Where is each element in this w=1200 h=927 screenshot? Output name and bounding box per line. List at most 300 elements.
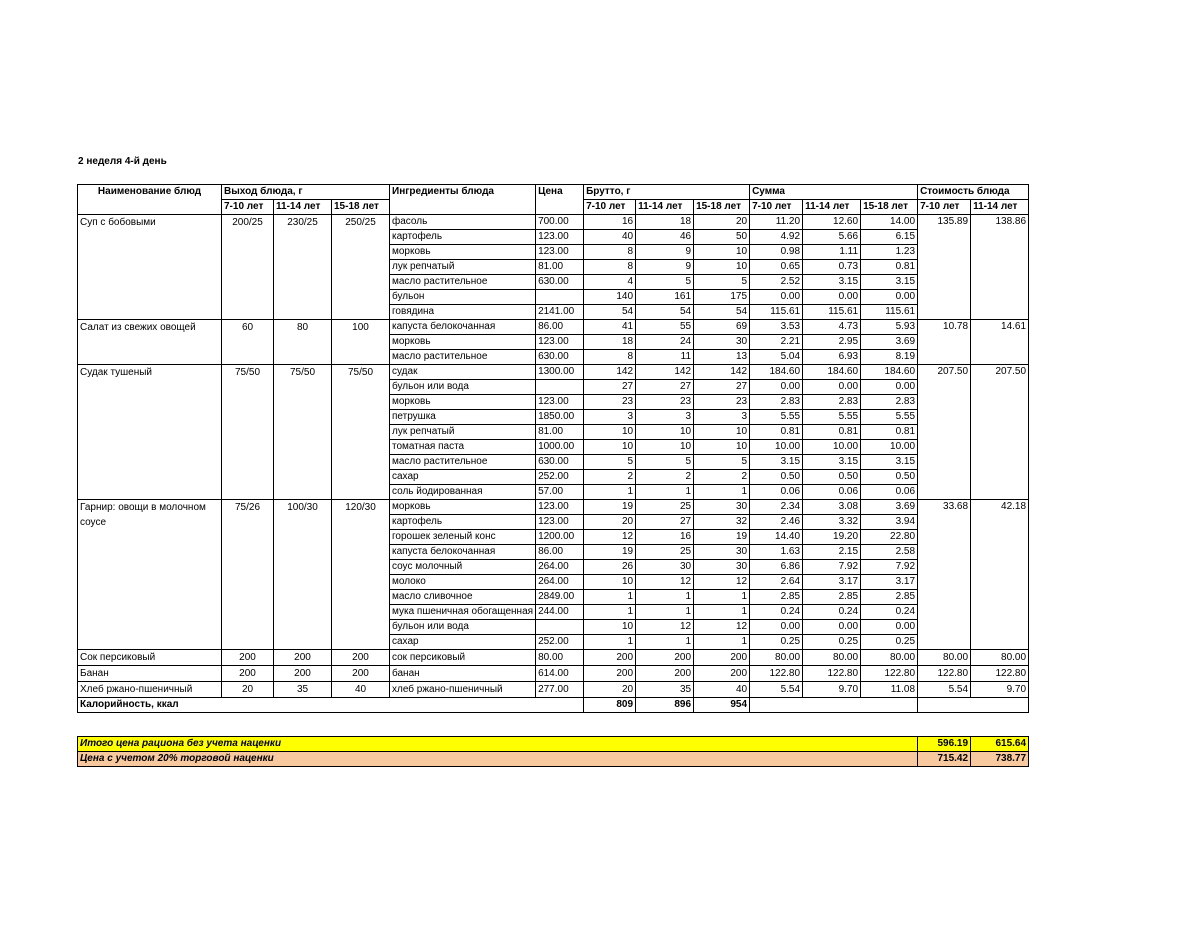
page-title: 2 неделя 4-й день [78,156,167,167]
ingredient-name: капуста белокочанная [390,320,536,335]
dish-name: Суп с бобовыми [78,215,222,320]
ingredient-price: 81.00 [536,425,584,440]
ingredient-price: 630.00 [536,350,584,365]
ingredient-name: масло растительное [390,350,536,365]
ingredient-price: 80.00 [536,650,584,666]
ingredient-sum: 0.50 [750,470,803,485]
ingredient-sum: 2.83 [750,395,803,410]
ingredient-name: морковь [390,500,536,515]
ingredient-sum: 0.65 [750,260,803,275]
dish-yield: 80 [274,320,332,365]
total-without-markup-row [78,737,1029,752]
header-gross: Брутто, г [584,185,750,200]
table-row [78,365,1029,380]
ingredient-price: 57.00 [536,485,584,500]
ingredient-name: хлеб ржано-пшеничный [390,682,536,698]
dish-name: Гарнир: овощи в молочном соусе [78,500,222,650]
ingredient-gross: 13 [694,350,750,365]
dish-name: Салат из свежих овощей [78,320,222,365]
table-row [78,320,1029,335]
ingredient-sum: 5.93 [861,320,918,335]
ingredient-gross: 10 [636,425,694,440]
ingredient-gross: 30 [694,560,750,575]
ingredient-gross: 142 [636,365,694,380]
ingredient-gross: 1 [694,590,750,605]
dish-cost: 80.00 [971,650,1029,666]
ingredient-sum: 115.61 [750,305,803,320]
ingredient-sum: 12.60 [803,215,861,230]
ingredient-sum: 80.00 [750,650,803,666]
ingredient-sum: 1.23 [861,245,918,260]
ingredient-gross: 200 [694,650,750,666]
ingredient-sum: 0.24 [750,605,803,620]
dish-yield: 200 [222,650,274,666]
ingredient-name: бульон [390,290,536,305]
ingredient-name: лук репчатый [390,425,536,440]
ingredient-gross: 5 [636,455,694,470]
total-value: 596.19 [918,737,971,752]
ingredient-sum: 2.52 [750,275,803,290]
ingredient-sum: 0.00 [750,380,803,395]
dish-cost: 14.61 [971,320,1029,335]
ingredient-gross: 10 [694,260,750,275]
header-cost-age1: 7-10 лет [918,200,971,215]
ingredient-gross: 11 [636,350,694,365]
ingredient-sum: 0.81 [803,425,861,440]
ingredient-price: 123.00 [536,245,584,260]
ingredient-gross: 4 [584,275,636,290]
ingredient-gross: 2 [584,470,636,485]
dish-yield: 20 [222,682,274,698]
ingredient-price [536,620,584,635]
ingredient-gross: 30 [694,335,750,350]
ingredient-sum: 22.80 [861,530,918,545]
calories-value: 809 [584,698,636,713]
ingredient-gross: 27 [694,380,750,395]
ingredient-sum: 0.50 [803,470,861,485]
ingredient-gross: 23 [694,395,750,410]
ingredient-sum: 1.11 [803,245,861,260]
ingredient-gross: 8 [584,350,636,365]
ingredient-gross: 140 [584,290,636,305]
ingredient-sum: 3.15 [750,455,803,470]
ingredient-gross: 19 [694,530,750,545]
ingredient-gross: 8 [584,260,636,275]
ingredient-sum: 3.69 [861,500,918,515]
ingredient-price: 1850.00 [536,410,584,425]
dish-yield: 200 [274,650,332,666]
ingredient-price [536,380,584,395]
dish-yield: 75/26 [222,500,274,650]
ingredient-sum: 2.85 [861,590,918,605]
ingredient-sum: 0.81 [750,425,803,440]
ingredient-sum: 5.66 [803,230,861,245]
ingredient-gross: 1 [636,605,694,620]
ingredient-gross: 2 [694,470,750,485]
total-value: 738.77 [971,752,1029,767]
dish-yield: 200 [274,666,332,682]
ingredient-price: 123.00 [536,335,584,350]
ingredient-sum: 0.00 [803,380,861,395]
ingredient-sum: 0.06 [750,485,803,500]
ingredient-gross: 10 [694,425,750,440]
ingredient-sum: 0.00 [861,620,918,635]
ingredient-sum: 3.15 [803,455,861,470]
ingredient-gross: 5 [584,455,636,470]
ingredient-price: 123.00 [536,230,584,245]
ingredient-price: 123.00 [536,395,584,410]
ingredient-sum: 2.95 [803,335,861,350]
ingredient-sum: 0.73 [803,260,861,275]
ingredient-gross: 200 [694,666,750,682]
ingredient-name: масло растительное [390,455,536,470]
ingredient-gross: 200 [584,650,636,666]
table-row [78,682,1029,698]
ingredient-name: соль йодированная [390,485,536,500]
ingredient-sum: 11.08 [861,682,918,698]
ingredient-gross: 24 [636,335,694,350]
ingredient-sum: 0.24 [861,605,918,620]
ingredient-price: 244.00 [536,605,584,620]
ingredient-gross: 1 [636,485,694,500]
ingredient-sum: 0.25 [803,635,861,650]
ingredient-gross: 54 [694,305,750,320]
ingredient-gross: 23 [584,395,636,410]
ingredient-price: 81.00 [536,260,584,275]
header-yield-age2: 11-14 лет [274,200,332,215]
ingredient-sum: 11.20 [750,215,803,230]
ingredient-gross: 12 [694,575,750,590]
ingredient-price: 2141.00 [536,305,584,320]
ingredient-sum: 115.61 [861,305,918,320]
ingredient-price: 277.00 [536,682,584,698]
header-ingredients: Ингредиенты блюда [390,185,536,200]
ingredient-gross: 8 [584,245,636,260]
ingredient-gross: 19 [584,545,636,560]
dish-cost: 33.68 [918,500,971,515]
dish-yield: 75/50 [332,365,390,500]
ingredient-sum: 2.85 [750,590,803,605]
header-yield-age1: 7-10 лет [222,200,274,215]
ingredient-sum: 3.17 [803,575,861,590]
header-sum-age2: 11-14 лет [803,200,861,215]
ingredient-gross: 5 [694,275,750,290]
dish-yield: 120/30 [332,500,390,650]
calories-row [78,698,1029,713]
ingredient-sum: 80.00 [861,650,918,666]
ingredient-sum: 0.00 [750,290,803,305]
ingredient-name: морковь [390,395,536,410]
header-sum-age3: 15-18 лет [861,200,918,215]
ingredient-price: 123.00 [536,515,584,530]
ingredient-gross: 10 [584,425,636,440]
table-row [78,650,1029,666]
ingredient-gross: 54 [636,305,694,320]
ingredient-sum: 5.04 [750,350,803,365]
ingredient-gross: 142 [694,365,750,380]
header-sum-age1: 7-10 лет [750,200,803,215]
ingredient-name: картофель [390,230,536,245]
ingredient-gross: 1 [584,590,636,605]
ingredient-price: 86.00 [536,545,584,560]
ingredient-price: 630.00 [536,455,584,470]
dish-yield: 200 [332,650,390,666]
dish-cost: 9.70 [971,682,1029,698]
header-sum: Сумма [750,185,918,200]
ingredient-sum: 0.00 [861,380,918,395]
total-label: Итого цена рациона без учета наценки [78,737,918,752]
ingredient-sum: 4.73 [803,320,861,335]
table-row [78,666,1029,682]
ingredient-sum: 8.19 [861,350,918,365]
ingredient-sum: 122.80 [861,666,918,682]
ingredient-price: 700.00 [536,215,584,230]
dish-yield: 200/25 [222,215,274,320]
ingredient-sum: 115.61 [803,305,861,320]
ingredient-price: 123.00 [536,500,584,515]
ingredient-gross: 9 [636,245,694,260]
ingredient-sum: 0.06 [861,485,918,500]
ingredient-sum: 2.58 [861,545,918,560]
ingredient-sum: 3.15 [861,275,918,290]
ingredient-sum: 7.92 [803,560,861,575]
calories-value: 954 [694,698,750,713]
ingredient-gross: 18 [636,215,694,230]
ingredient-gross: 35 [636,682,694,698]
dish-cost: 207.50 [918,365,971,380]
ingredient-gross: 10 [584,440,636,455]
ingredient-price: 252.00 [536,470,584,485]
ingredient-gross: 30 [694,545,750,560]
ingredient-name: петрушка [390,410,536,425]
ingredient-sum: 5.55 [750,410,803,425]
dish-yield: 250/25 [332,215,390,320]
ingredient-gross: 27 [636,380,694,395]
ingredient-gross: 30 [636,560,694,575]
dish-yield: 230/25 [274,215,332,320]
ingredient-name: сахар [390,635,536,650]
ingredient-price: 264.00 [536,575,584,590]
header-yield: Выход блюда, г [222,185,390,200]
ingredient-sum: 122.80 [750,666,803,682]
header-price: Цена [536,185,584,200]
ingredient-gross: 46 [636,230,694,245]
ingredient-sum: 3.69 [861,335,918,350]
ingredient-name: бульон или вода [390,380,536,395]
dish-cost: 42.18 [971,500,1029,515]
dish-yield: 100/30 [274,500,332,650]
ingredient-sum: 9.70 [803,682,861,698]
dish-yield: 200 [222,666,274,682]
ingredient-name: горошек зеленый конс [390,530,536,545]
dish-cost: 122.80 [918,666,971,682]
dish-name: Банан [78,666,222,682]
ingredient-sum: 0.00 [861,290,918,305]
dish-yield: 75/50 [274,365,332,500]
ingredient-name: сок персиковый [390,650,536,666]
ingredient-sum: 2.21 [750,335,803,350]
ingredient-gross: 1 [694,635,750,650]
ingredient-gross: 50 [694,230,750,245]
ingredient-sum: 0.06 [803,485,861,500]
ingredient-sum: 184.60 [750,365,803,380]
ingredient-gross: 10 [584,575,636,590]
ingredient-sum: 1.63 [750,545,803,560]
ingredient-gross: 25 [636,500,694,515]
dish-cost: 80.00 [918,650,971,666]
dish-yield: 60 [222,320,274,365]
dish-cost: 10.78 [918,320,971,335]
ingredient-price: 1300.00 [536,365,584,380]
ingredient-gross: 54 [584,305,636,320]
ingredient-gross: 1 [694,605,750,620]
ingredient-sum: 184.60 [803,365,861,380]
ingredient-gross: 1 [636,635,694,650]
ingredient-gross: 10 [636,440,694,455]
ingredient-sum: 80.00 [803,650,861,666]
ingredient-gross: 142 [584,365,636,380]
header-dish-name: Наименование блюд [78,185,222,200]
ingredient-gross: 1 [584,605,636,620]
ingredient-sum: 2.83 [803,395,861,410]
dish-yield: 35 [274,682,332,698]
ingredient-name: бульон или вода [390,620,536,635]
ingredient-name: банан [390,666,536,682]
ingredient-name: морковь [390,245,536,260]
ingredient-sum: 3.15 [861,455,918,470]
ingredient-name: томатная паста [390,440,536,455]
ingredient-sum: 10.00 [861,440,918,455]
total-value: 615.64 [971,737,1029,752]
dish-yield: 200 [332,666,390,682]
ingredient-sum: 3.53 [750,320,803,335]
ingredient-sum: 6.86 [750,560,803,575]
header-row-2 [78,200,1029,215]
ingredient-gross: 1 [636,590,694,605]
ingredient-sum: 10.00 [750,440,803,455]
ingredient-gross: 16 [636,530,694,545]
ingredient-sum: 6.93 [803,350,861,365]
header-yield-age3: 15-18 лет [332,200,390,215]
dish-cost: 207.50 [971,365,1029,380]
ingredient-sum: 0.25 [861,635,918,650]
ingredient-price: 1000.00 [536,440,584,455]
header-gross-age1: 7-10 лет [584,200,636,215]
ingredient-sum: 5.54 [750,682,803,698]
ingredient-gross: 9 [636,260,694,275]
ingredient-price: 2849.00 [536,590,584,605]
ingredient-sum: 5.55 [861,410,918,425]
ingredient-gross: 27 [584,380,636,395]
ingredient-sum: 2.64 [750,575,803,590]
ingredient-gross: 175 [694,290,750,305]
ingredient-gross: 200 [584,666,636,682]
ingredient-gross: 12 [636,575,694,590]
ingredient-gross: 3 [636,410,694,425]
ingredient-gross: 20 [694,215,750,230]
dish-yield: 100 [332,320,390,365]
ingredient-name: масло растительное [390,275,536,290]
ingredient-sum: 0.50 [861,470,918,485]
dish-yield: 40 [332,682,390,698]
ingredient-gross: 20 [584,682,636,698]
ingredient-gross: 3 [584,410,636,425]
ingredient-name: судак [390,365,536,380]
ingredient-sum: 0.00 [750,620,803,635]
dish-yield: 75/50 [222,365,274,500]
total-with-markup-row [78,752,1029,767]
ingredient-gross: 40 [584,230,636,245]
ingredient-sum: 3.15 [803,275,861,290]
ingredient-gross: 1 [584,635,636,650]
ingredient-gross: 1 [694,485,750,500]
dish-name: Сок персиковый [78,650,222,666]
ingredient-gross: 69 [694,320,750,335]
ingredient-sum: 2.85 [803,590,861,605]
ingredient-gross: 19 [584,500,636,515]
dish-name: Судак тушеный [78,365,222,500]
ingredient-sum: 4.92 [750,230,803,245]
menu-cost-table [77,184,1029,767]
ingredient-sum: 14.40 [750,530,803,545]
ingredient-sum: 3.17 [861,575,918,590]
calories-value: 896 [636,698,694,713]
ingredient-price: 264.00 [536,560,584,575]
ingredient-sum: 5.55 [803,410,861,425]
ingredient-gross: 32 [694,515,750,530]
ingredient-gross: 16 [584,215,636,230]
ingredient-gross: 40 [694,682,750,698]
ingredient-gross: 20 [584,515,636,530]
total-label: Цена с учетом 20% торговой наценки [78,752,918,767]
ingredient-name: лук репчатый [390,260,536,275]
ingredient-gross: 30 [694,500,750,515]
ingredient-gross: 2 [636,470,694,485]
ingredient-sum: 122.80 [803,666,861,682]
ingredient-gross: 10 [584,620,636,635]
ingredient-gross: 161 [636,290,694,305]
header-row-1 [78,185,1029,200]
ingredient-gross: 10 [694,440,750,455]
ingredient-sum: 2.46 [750,515,803,530]
ingredient-name: соус молочный [390,560,536,575]
ingredient-gross: 41 [584,320,636,335]
header-cost-age2: 11-14 лет [971,200,1029,215]
ingredient-name: сахар [390,470,536,485]
ingredient-name: говядина [390,305,536,320]
ingredient-sum: 2.34 [750,500,803,515]
ingredient-sum: 2.83 [861,395,918,410]
ingredient-gross: 200 [636,650,694,666]
ingredient-sum: 14.00 [861,215,918,230]
ingredient-name: капуста белокочанная [390,545,536,560]
header-gross-age2: 11-14 лет [636,200,694,215]
ingredient-sum: 7.92 [861,560,918,575]
ingredient-price: 252.00 [536,635,584,650]
calories-label: Калорийность, ккал [78,698,584,713]
ingredient-gross: 200 [636,666,694,682]
ingredient-gross: 10 [694,245,750,260]
ingredient-name: морковь [390,335,536,350]
ingredient-gross: 5 [636,275,694,290]
ingredient-gross: 5 [694,455,750,470]
ingredient-sum: 3.08 [803,500,861,515]
total-value: 715.42 [918,752,971,767]
ingredient-price: 1200.00 [536,530,584,545]
ingredient-sum: 10.00 [803,440,861,455]
ingredient-gross: 18 [584,335,636,350]
ingredient-gross: 1 [584,485,636,500]
